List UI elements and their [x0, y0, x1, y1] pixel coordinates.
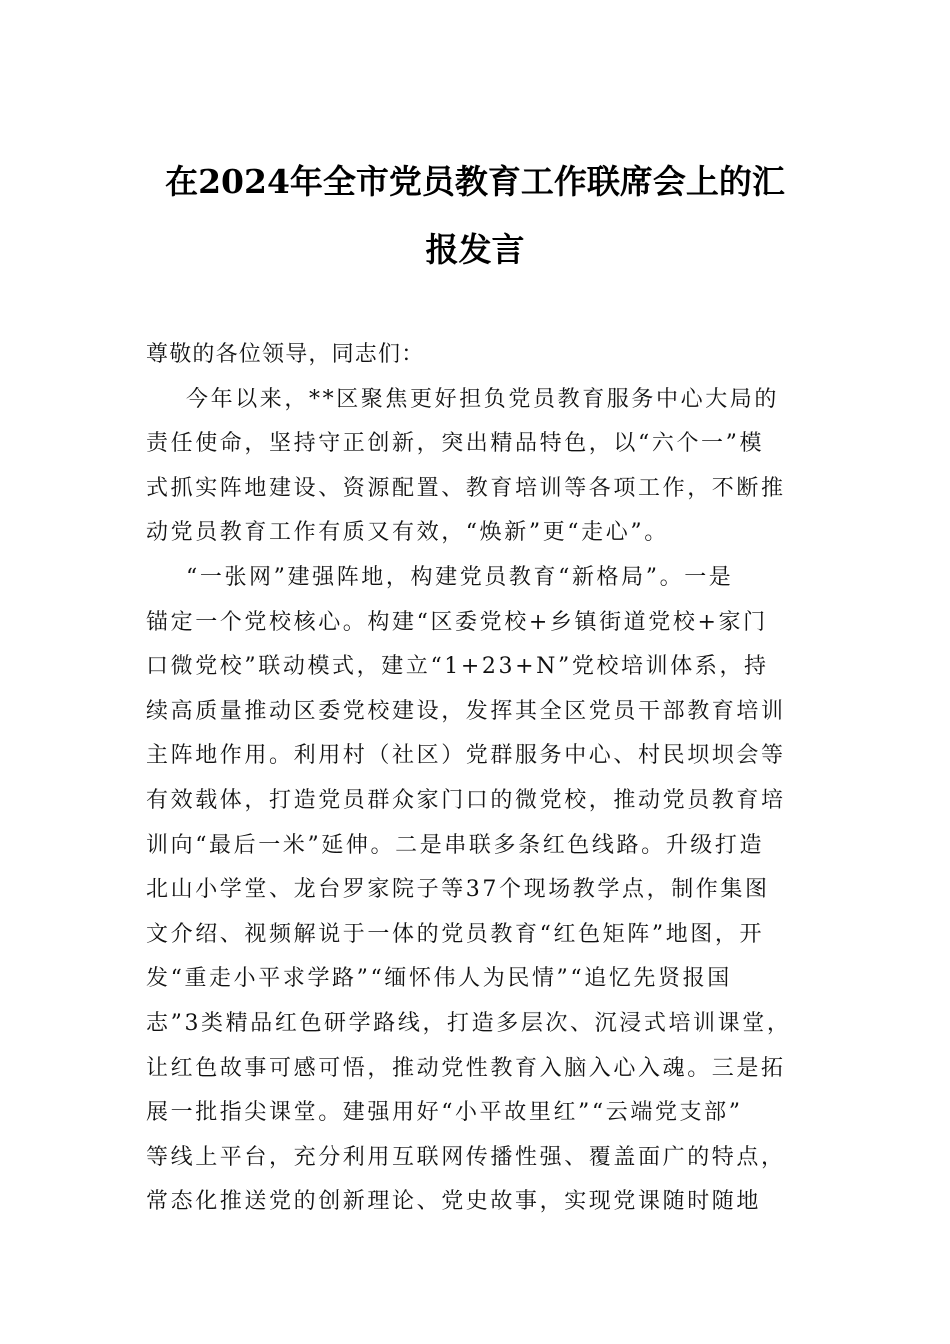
paragraph-line: 展一批指尖课堂。建强用好“小平故里红”“云端党支部”	[146, 1100, 743, 1126]
paragraph-line: 发“重走小平求学路”“缅怀伟人为民情”“追忆先贤报国	[146, 966, 732, 992]
document-body	[146, 333, 814, 1225]
paragraph-line: 口微党校”联动模式，建立“1+23+N”党校培训体系，持	[146, 654, 769, 680]
paragraph-line: 动党员教育工作有质又有效，“焕新”更“走心”。	[146, 520, 669, 546]
paragraph-line: 续高质量推动区委党校建设，发挥其全区党员干部教育培训	[146, 698, 786, 724]
paragraph-line: 锚定一个党校核心。构建“区委党校+乡镇街道党校+家门	[146, 609, 768, 635]
paragraph-line: 责任使命，坚持守正创新，突出精品特色，以“六个一”模	[146, 431, 765, 457]
paragraph-line: 让红色故事可感可悟，推动党性教育入脑入心入魂。三是拓	[146, 1055, 786, 1081]
paragraph-line: 主阵地作用。利用村（社区）党群服务中心、村民坝坝会等	[146, 743, 786, 769]
paragraph-line: “一张网”建强阵地，构建党员教育“新格局”。一是	[186, 564, 734, 590]
paragraph-line: 训向“最后一米”延伸。二是串联多条红色线路。升级打造	[146, 832, 765, 858]
paragraph-line: 式抓实阵地建设、资源配置、教育培训等各项工作，不断推	[146, 475, 786, 501]
paragraph-line: 等线上平台，充分利用互联网传播性强、覆盖面广的特点，	[146, 1144, 786, 1170]
title-line-2: 报发言	[425, 230, 525, 269]
paragraph-line: 今年以来，**区聚焦更好担负党员教育服务中心大局的	[186, 386, 780, 412]
paragraph-line: 文介绍、视频解说于一体的党员教育“红色矩阵”地图，开	[146, 921, 765, 947]
paragraph-line: 有效载体，打造党员群众家门口的微党校，推动党员教育培	[146, 787, 786, 813]
document-title	[140, 148, 810, 284]
paragraph-line: 北山小学堂、龙台罗家院子等37个现场教学点，制作集图	[146, 877, 770, 903]
paragraph-line: 常态化推送党的创新理论、党史故事，实现党课随时随地	[146, 1189, 762, 1215]
salutation: 尊敬的各位领导，同志们：	[146, 342, 425, 367]
paragraph-line: 志”3类精品红色研学路线，打造多层次、沉浸式培训课堂，	[146, 1010, 792, 1036]
title-line-1: 在2024年全市党员教育工作联席会上的汇	[165, 162, 785, 201]
